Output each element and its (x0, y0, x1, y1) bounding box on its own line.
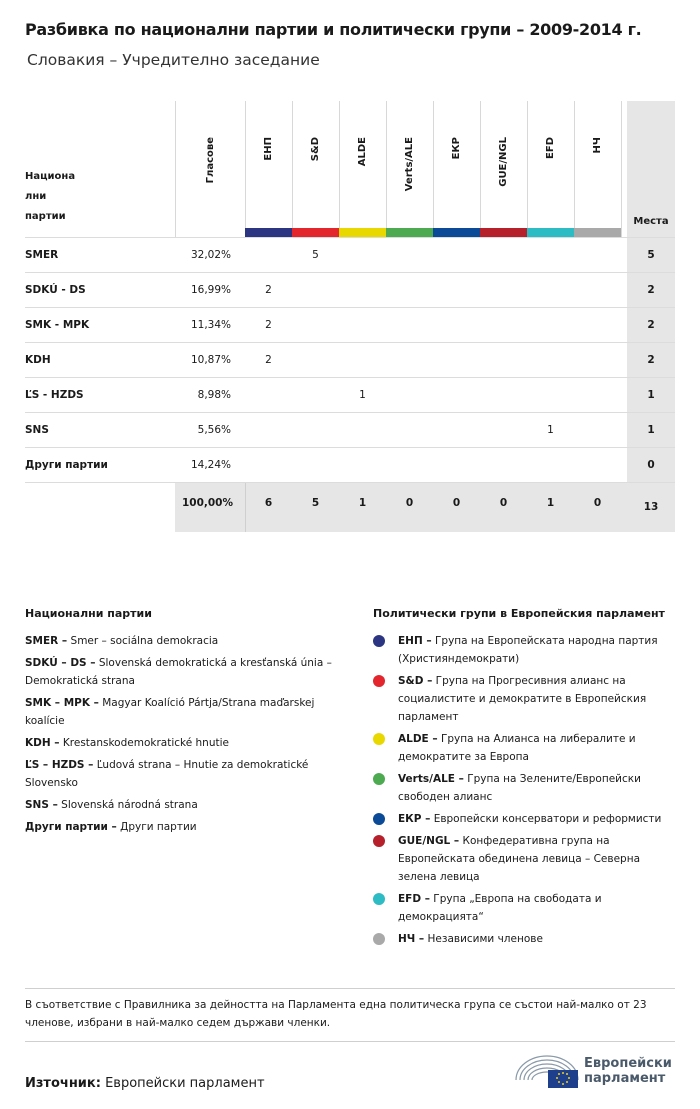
page-subtitle: Словакия – Учредително заседание (27, 51, 320, 69)
divider (25, 988, 675, 989)
group-color-dot-icon (373, 675, 385, 687)
legend-text: Slovenská národná strana (57, 799, 198, 811)
total-votes: 100,00% (181, 497, 233, 509)
group-legend (373, 632, 678, 952)
national-parties-header (25, 167, 165, 227)
seats-header: Места (627, 101, 675, 237)
source-label: Източник: (25, 1076, 101, 1091)
seat-cell (480, 378, 527, 413)
legend-text: Slovenská demokratická a kresťanská únia – Demokratická strana (25, 657, 332, 687)
votes-header: Гласове (204, 137, 216, 184)
results-table (25, 101, 675, 532)
total-cell: 6 (264, 497, 273, 509)
votes-value: 32,02% (190, 249, 231, 261)
group-legend-item (373, 770, 678, 806)
group-header-4 (433, 101, 480, 227)
party-name: SDKÚ - DS (25, 284, 86, 296)
group-legend-item (373, 930, 678, 948)
group-header-label: EFD (545, 137, 556, 159)
seat-cell (433, 448, 480, 483)
national-legend-item (25, 734, 345, 752)
legend-text: Група на Зелените/Европейски свободен алианс (398, 773, 641, 803)
seat-cell (245, 448, 292, 483)
seat-cell (339, 343, 386, 378)
legend-abbr: ĽS – HZDS – (25, 759, 94, 771)
european-parliament-hemicycle-icon (514, 1050, 580, 1090)
logo-line: парламент (584, 1071, 666, 1086)
group-color-band (480, 228, 527, 237)
seat-cell (292, 308, 339, 343)
legend-abbr: SMER – (25, 635, 68, 647)
total-cell: 0 (499, 497, 508, 509)
votes-value: 14,24% (190, 459, 231, 471)
group-header-label: ЕКР (451, 137, 462, 160)
total-cell: 5 (311, 497, 320, 509)
national-legend-item (25, 694, 345, 730)
seat-cell (386, 413, 433, 448)
group-color-band (527, 228, 574, 237)
legend-text: Конфедеративна група на Европейската обединена левица – Северна зелена левица (398, 835, 640, 883)
page-title: Разбивка по национални партии и политически групи – 2009-2014 г. (25, 20, 642, 39)
group-legend-item (373, 672, 678, 726)
legend-abbr: Други партии – (25, 821, 117, 833)
group-header-5 (480, 101, 527, 227)
seat-cell (386, 308, 433, 343)
seat-cell (480, 273, 527, 308)
seat-cell (292, 273, 339, 308)
seat-cell (574, 378, 621, 413)
seat-cell (480, 343, 527, 378)
table-row (25, 447, 675, 482)
votes-value: 8,98% (197, 389, 231, 401)
group-color-dot-icon (373, 635, 385, 647)
seat-cell (480, 308, 527, 343)
party-name: SMK - MPK (25, 319, 90, 331)
table-row (25, 272, 675, 307)
group-header-label: S&D (310, 137, 321, 162)
group-color-dot-icon (373, 773, 385, 785)
national-legend-item (25, 632, 345, 650)
european-parliament-logo (514, 1050, 679, 1090)
party-name: SNS (25, 424, 49, 436)
group-header-label: ALDE (357, 137, 368, 167)
seats-value: 2 (627, 308, 675, 343)
total-cell: 1 (358, 497, 367, 509)
seat-cell: 2 (265, 319, 272, 331)
group-color-band (433, 228, 480, 237)
national-parties-header-line: партии (25, 211, 66, 222)
group-header-label: НЧ (592, 137, 603, 154)
total-cell: 0 (405, 497, 414, 509)
party-name: SMER (25, 249, 59, 261)
group-legend-item (373, 632, 678, 668)
seat-cell (574, 238, 621, 273)
seat-cell (574, 448, 621, 483)
total-seats: 13 (643, 501, 659, 513)
legend-text: Ľudová strana – Hnutie za demokratické Slovensko (25, 759, 309, 789)
legend-abbr: EFD – (398, 893, 430, 905)
legend-text: Европейски консерватори и реформисти (430, 813, 662, 825)
group-header-6 (527, 101, 574, 227)
table-row (25, 237, 675, 272)
group-color-dot-icon (373, 835, 385, 847)
legend-text: Други партии (116, 821, 197, 833)
column-divider (245, 483, 246, 532)
seat-cell (292, 413, 339, 448)
seats-value: 2 (627, 343, 675, 378)
seat-cell (339, 448, 386, 483)
legend-abbr: SDKÚ – DS – (25, 657, 96, 669)
legend-abbr: НЧ – (398, 933, 425, 945)
total-cell: 1 (546, 497, 555, 509)
logo-line: Европейски (584, 1056, 672, 1071)
seat-cell (292, 343, 339, 378)
seat-cell (339, 238, 386, 273)
seat-cell (386, 273, 433, 308)
group-color-dot-icon (373, 893, 385, 905)
seat-cell (339, 273, 386, 308)
seats-value: 0 (627, 448, 675, 483)
national-legend-item (25, 654, 345, 690)
group-header-label: ЕНП (263, 137, 274, 161)
legend-text: Група „Европа на свободата и демокрацията“ (398, 893, 602, 923)
group-header-7 (574, 101, 621, 227)
column-divider (621, 101, 622, 237)
group-header-1 (292, 101, 339, 227)
seat-cell (433, 238, 480, 273)
table-row (25, 377, 675, 412)
national-legend (25, 632, 345, 840)
legend-text: Magyar Koalíció Pártja/Strana maďarskej koalície (25, 697, 315, 727)
seat-cell (527, 273, 574, 308)
seat-cell (527, 378, 574, 413)
group-color-dot-icon (373, 933, 385, 945)
legend-text: Група на Алианса на либералите и демократите за Европа (398, 733, 636, 763)
seat-cell (574, 273, 621, 308)
seat-cell (433, 273, 480, 308)
source-value: Европейски парламент (100, 1076, 265, 1091)
seat-cell (245, 378, 292, 413)
seat-cell: 2 (265, 284, 272, 296)
seat-cell (245, 238, 292, 273)
group-color-dot-icon (373, 733, 385, 745)
group-color-band (245, 228, 292, 237)
group-color-dot-icon (373, 813, 385, 825)
total-cell: 0 (593, 497, 602, 509)
table-row (25, 307, 675, 342)
seat-cell (527, 238, 574, 273)
legend-abbr: ALDE – (398, 733, 438, 745)
source-line (25, 1076, 265, 1091)
group-color-band (292, 228, 339, 237)
national-legend-title: Национални партии (25, 607, 152, 620)
party-name: ĽS - HZDS (25, 389, 84, 401)
legend-text: Krestanskodemokratické hnutie (59, 737, 229, 749)
seat-cell (292, 448, 339, 483)
group-color-band (386, 228, 433, 237)
legend-text: Smer – sociálna demokracia (67, 635, 219, 647)
seat-cell (480, 448, 527, 483)
seat-cell (433, 308, 480, 343)
column-divider (175, 101, 176, 237)
seat-cell (480, 413, 527, 448)
group-legend-item (373, 890, 678, 926)
legend-text: Независими членове (424, 933, 543, 945)
seat-cell (433, 343, 480, 378)
legend-abbr: S&D – (398, 675, 433, 687)
legend-abbr: KDH – (25, 737, 60, 749)
national-legend-item (25, 756, 345, 792)
legend-abbr: ЕКР – (398, 813, 431, 825)
divider (25, 1041, 675, 1042)
seats-value: 2 (627, 273, 675, 308)
legend-abbr: GUE/NGL – (398, 835, 460, 847)
seats-value: 1 (627, 378, 675, 413)
legend-text: Група на Прогресивния алианс на социалистите и демократите в Европейския парламент (398, 675, 647, 723)
seat-cell (386, 238, 433, 273)
legend-abbr: ЕНП – (398, 635, 432, 647)
national-legend-item (25, 818, 345, 836)
seat-cell (527, 448, 574, 483)
votes-value: 11,34% (190, 319, 231, 331)
group-legend-item (373, 810, 678, 828)
votes-value: 5,56% (197, 424, 231, 436)
total-cell: 0 (452, 497, 461, 509)
seats-value: 1 (627, 413, 675, 448)
seat-cell (480, 238, 527, 273)
legend-abbr: Verts/ALE – (398, 773, 464, 785)
group-legend-item (373, 730, 678, 766)
seat-cell (433, 413, 480, 448)
seat-cell: 1 (359, 389, 366, 401)
group-header-3 (386, 101, 433, 227)
group-header-0 (245, 101, 292, 227)
votes-value: 16,99% (190, 284, 231, 296)
seat-cell (339, 413, 386, 448)
seat-cell (574, 413, 621, 448)
totals-row (175, 483, 675, 532)
table-row (25, 412, 675, 447)
group-color-band (574, 228, 621, 237)
legend-text: Група на Европейската народна партия (Християндемократи) (398, 635, 658, 665)
seat-cell (527, 308, 574, 343)
seat-cell: 1 (547, 424, 554, 436)
group-legend-item (373, 832, 678, 886)
group-header-2 (339, 101, 386, 227)
votes-value: 10,87% (190, 354, 231, 366)
logo-text (584, 1056, 672, 1086)
seat-cell (386, 448, 433, 483)
seat-cell (527, 343, 574, 378)
seat-cell (386, 343, 433, 378)
legend-abbr: SMK – MPK – (25, 697, 99, 709)
seat-cell: 5 (312, 249, 319, 261)
group-header-label: GUE/NGL (498, 137, 509, 187)
table-row (25, 342, 675, 377)
seat-cell (574, 343, 621, 378)
national-legend-item (25, 796, 345, 814)
legend-abbr: SNS – (25, 799, 58, 811)
group-header-label: Verts/ALE (404, 137, 415, 192)
seat-cell (339, 308, 386, 343)
seat-cell: 2 (265, 354, 272, 366)
party-name: KDH (25, 354, 51, 366)
seat-cell (245, 413, 292, 448)
national-parties-header-line: Национа (25, 171, 76, 182)
seat-cell (292, 378, 339, 413)
seat-cell (386, 378, 433, 413)
rules-note: В съответствие с Правилника за дейността на Парламента една политическа група се състои най-малко от 23 членове, избрани в най-малко седем държави членки. (25, 999, 647, 1029)
seat-cell (433, 378, 480, 413)
group-legend-title: Политически групи в Европейския парламент (373, 607, 665, 620)
national-parties-header-line: лни (25, 191, 47, 202)
party-name: Други партии (25, 459, 108, 471)
group-color-band (339, 228, 386, 237)
seats-value: 5 (627, 238, 675, 273)
seat-cell (574, 308, 621, 343)
